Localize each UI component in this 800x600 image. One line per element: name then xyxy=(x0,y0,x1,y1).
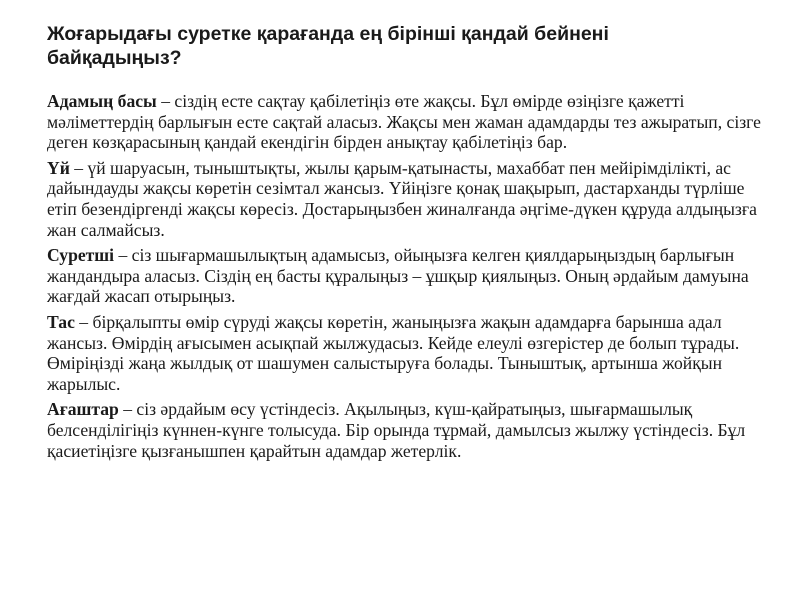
paragraph-text: – бірқалыпты өмір сүруді жақсы көретін, жаныңызға жақын адамдарға барынша адал жансыз. Өмірдің ағысымен асықпай жылжудасыз. Кейде елеулі өзгерістер де болып тұрады. Өміріңізді жаңа жылдық от шашумен салыстыруға болады. Тыныштық, артынша жойқын жарылыс. xyxy=(47,311,740,394)
paragraph-text: – үй шаруасын, тыныштықты, жылы қарым-қатынасты, махаббат пен мейірімділікті, ас дайындауды жақсы көретін сезімтал жансыз. Үйіңізге қонақ шақырып, дастарханды түрліше етіп безендіргенді жақсы көресіз. Достарыңызбен жиналғанда әңгіме-дүкен құруда алдыңызға жан салмайсыз. xyxy=(47,157,757,240)
paragraph-text: – сіз әрдайым өсу үстіндесіз. Ақылыңыз, күш-қайратыңыз, шығармашылық белсенділігіңіз күннен-күнге толысуда. Бір орында тұрмай, дамылсыз жылжу үстіндесіз. Бұл қасиетіңізге қызғанышпен қарайтын адамдар жетерлік. xyxy=(47,399,746,461)
document-title: Жоғарыдағы суретке қарағанда ең бірінші қандай бейнені байқадыңыз? xyxy=(47,23,609,69)
paragraph-artist xyxy=(47,245,775,307)
paragraph-term: Ағаштар xyxy=(47,399,119,420)
paragraph-head xyxy=(47,91,775,153)
paragraph-term: Үй xyxy=(47,157,70,178)
paragraph-stone xyxy=(47,312,775,394)
paragraph-trees xyxy=(47,399,775,461)
paragraph-term: Суретші xyxy=(47,245,115,266)
paragraph-term: Адамың басы xyxy=(47,91,157,111)
paragraph-term: Тас xyxy=(47,311,75,332)
paragraph-house xyxy=(47,158,775,240)
paragraph-text: – сіздің есте сақтау қабілетіңіз өте жақсы. Бұл өмірде өзіңізге қажетті мәліметтердің барлығын есте сақтай аласыз. Жақсы мен жаман адамдарды тез ажыратып, сізге деген көзқарасының қандай екендігін бірден анықтау қабілетіңіз бар. xyxy=(47,91,761,153)
paragraph-text: – сіз шығармашылықтың адамысыз, ойыңызға келген қиялдарыңыздың барлығын жандандыра аласыз. Сіздің ең басты құралыңыз – ұшқыр қиялыңыз. Оның әрдайым дамуына жағдай жасап отырыңыз. xyxy=(47,245,749,307)
